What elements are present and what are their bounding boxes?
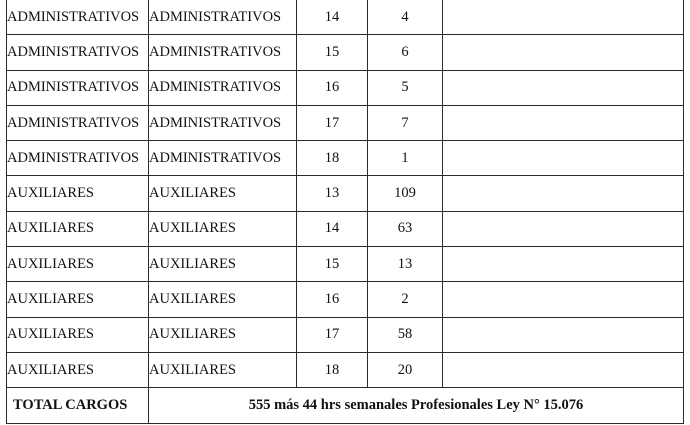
cell-cantidad: 4	[368, 0, 443, 35]
cell-grado: 17	[297, 317, 368, 352]
table-row	[7, 105, 684, 140]
cell-planta: AUXILIARES	[149, 282, 297, 317]
cell-empty	[443, 282, 684, 317]
cell-empty	[443, 141, 684, 176]
cell-grado: 15	[297, 247, 368, 282]
cell-tipo: AUXILIARES	[7, 317, 149, 352]
cell-planta: AUXILIARES	[149, 317, 297, 352]
cell-grado: 14	[297, 0, 368, 35]
total-row	[7, 388, 684, 423]
cell-planta: ADMINISTRATIVOS	[149, 0, 297, 35]
cell-cantidad: 6	[368, 35, 443, 70]
cell-tipo: AUXILIARES	[7, 247, 149, 282]
cell-grado: 13	[297, 176, 368, 211]
cell-cantidad: 63	[368, 211, 443, 246]
table-row	[7, 35, 684, 70]
cell-planta: ADMINISTRATIVOS	[149, 35, 297, 70]
cell-grado: 14	[297, 211, 368, 246]
table-row	[7, 176, 684, 211]
cell-tipo: AUXILIARES	[7, 176, 149, 211]
cell-tipo: ADMINISTRATIVOS	[7, 141, 149, 176]
cell-empty	[443, 317, 684, 352]
cell-grado: 15	[297, 35, 368, 70]
cell-tipo: AUXILIARES	[7, 282, 149, 317]
cell-planta: AUXILIARES	[149, 211, 297, 246]
cell-empty	[443, 176, 684, 211]
cell-grado: 16	[297, 70, 368, 105]
cell-tipo: ADMINISTRATIVOS	[7, 35, 149, 70]
cell-empty	[443, 0, 684, 35]
cell-tipo: AUXILIARES	[7, 352, 149, 387]
cargos-table-body	[7, 0, 684, 423]
cell-planta: AUXILIARES	[149, 352, 297, 387]
cell-empty	[443, 70, 684, 105]
table-row	[7, 247, 684, 282]
cell-tipo: ADMINISTRATIVOS	[7, 70, 149, 105]
cell-tipo: AUXILIARES	[7, 211, 149, 246]
cell-empty	[443, 352, 684, 387]
cell-empty	[443, 247, 684, 282]
cell-planta: AUXILIARES	[149, 176, 297, 211]
cell-cantidad: 5	[368, 70, 443, 105]
table-row	[7, 282, 684, 317]
cell-planta: ADMINISTRATIVOS	[149, 70, 297, 105]
cell-planta: ADMINISTRATIVOS	[149, 141, 297, 176]
cell-planta: ADMINISTRATIVOS	[149, 105, 297, 140]
total-label: TOTAL CARGOS	[7, 388, 149, 423]
table-row	[7, 141, 684, 176]
cell-empty	[443, 211, 684, 246]
total-value: 555 más 44 hrs semanales Profesionales Ley N° 15.076	[149, 388, 684, 423]
cell-cantidad: 20	[368, 352, 443, 387]
cell-grado: 18	[297, 352, 368, 387]
table-row	[7, 352, 684, 387]
cell-empty	[443, 35, 684, 70]
cell-cantidad: 109	[368, 176, 443, 211]
table-row	[7, 211, 684, 246]
table-row	[7, 317, 684, 352]
cell-tipo: ADMINISTRATIVOS	[7, 105, 149, 140]
cargos-table	[6, 0, 684, 424]
cell-cantidad: 58	[368, 317, 443, 352]
cell-cantidad: 13	[368, 247, 443, 282]
table-row	[7, 0, 684, 35]
cell-grado: 18	[297, 141, 368, 176]
cell-grado: 16	[297, 282, 368, 317]
cell-tipo: ADMINISTRATIVOS	[7, 0, 149, 35]
cell-planta: AUXILIARES	[149, 247, 297, 282]
cell-cantidad: 2	[368, 282, 443, 317]
table-row	[7, 70, 684, 105]
cell-cantidad: 7	[368, 105, 443, 140]
cell-grado: 17	[297, 105, 368, 140]
cell-empty	[443, 105, 684, 140]
cell-cantidad: 1	[368, 141, 443, 176]
